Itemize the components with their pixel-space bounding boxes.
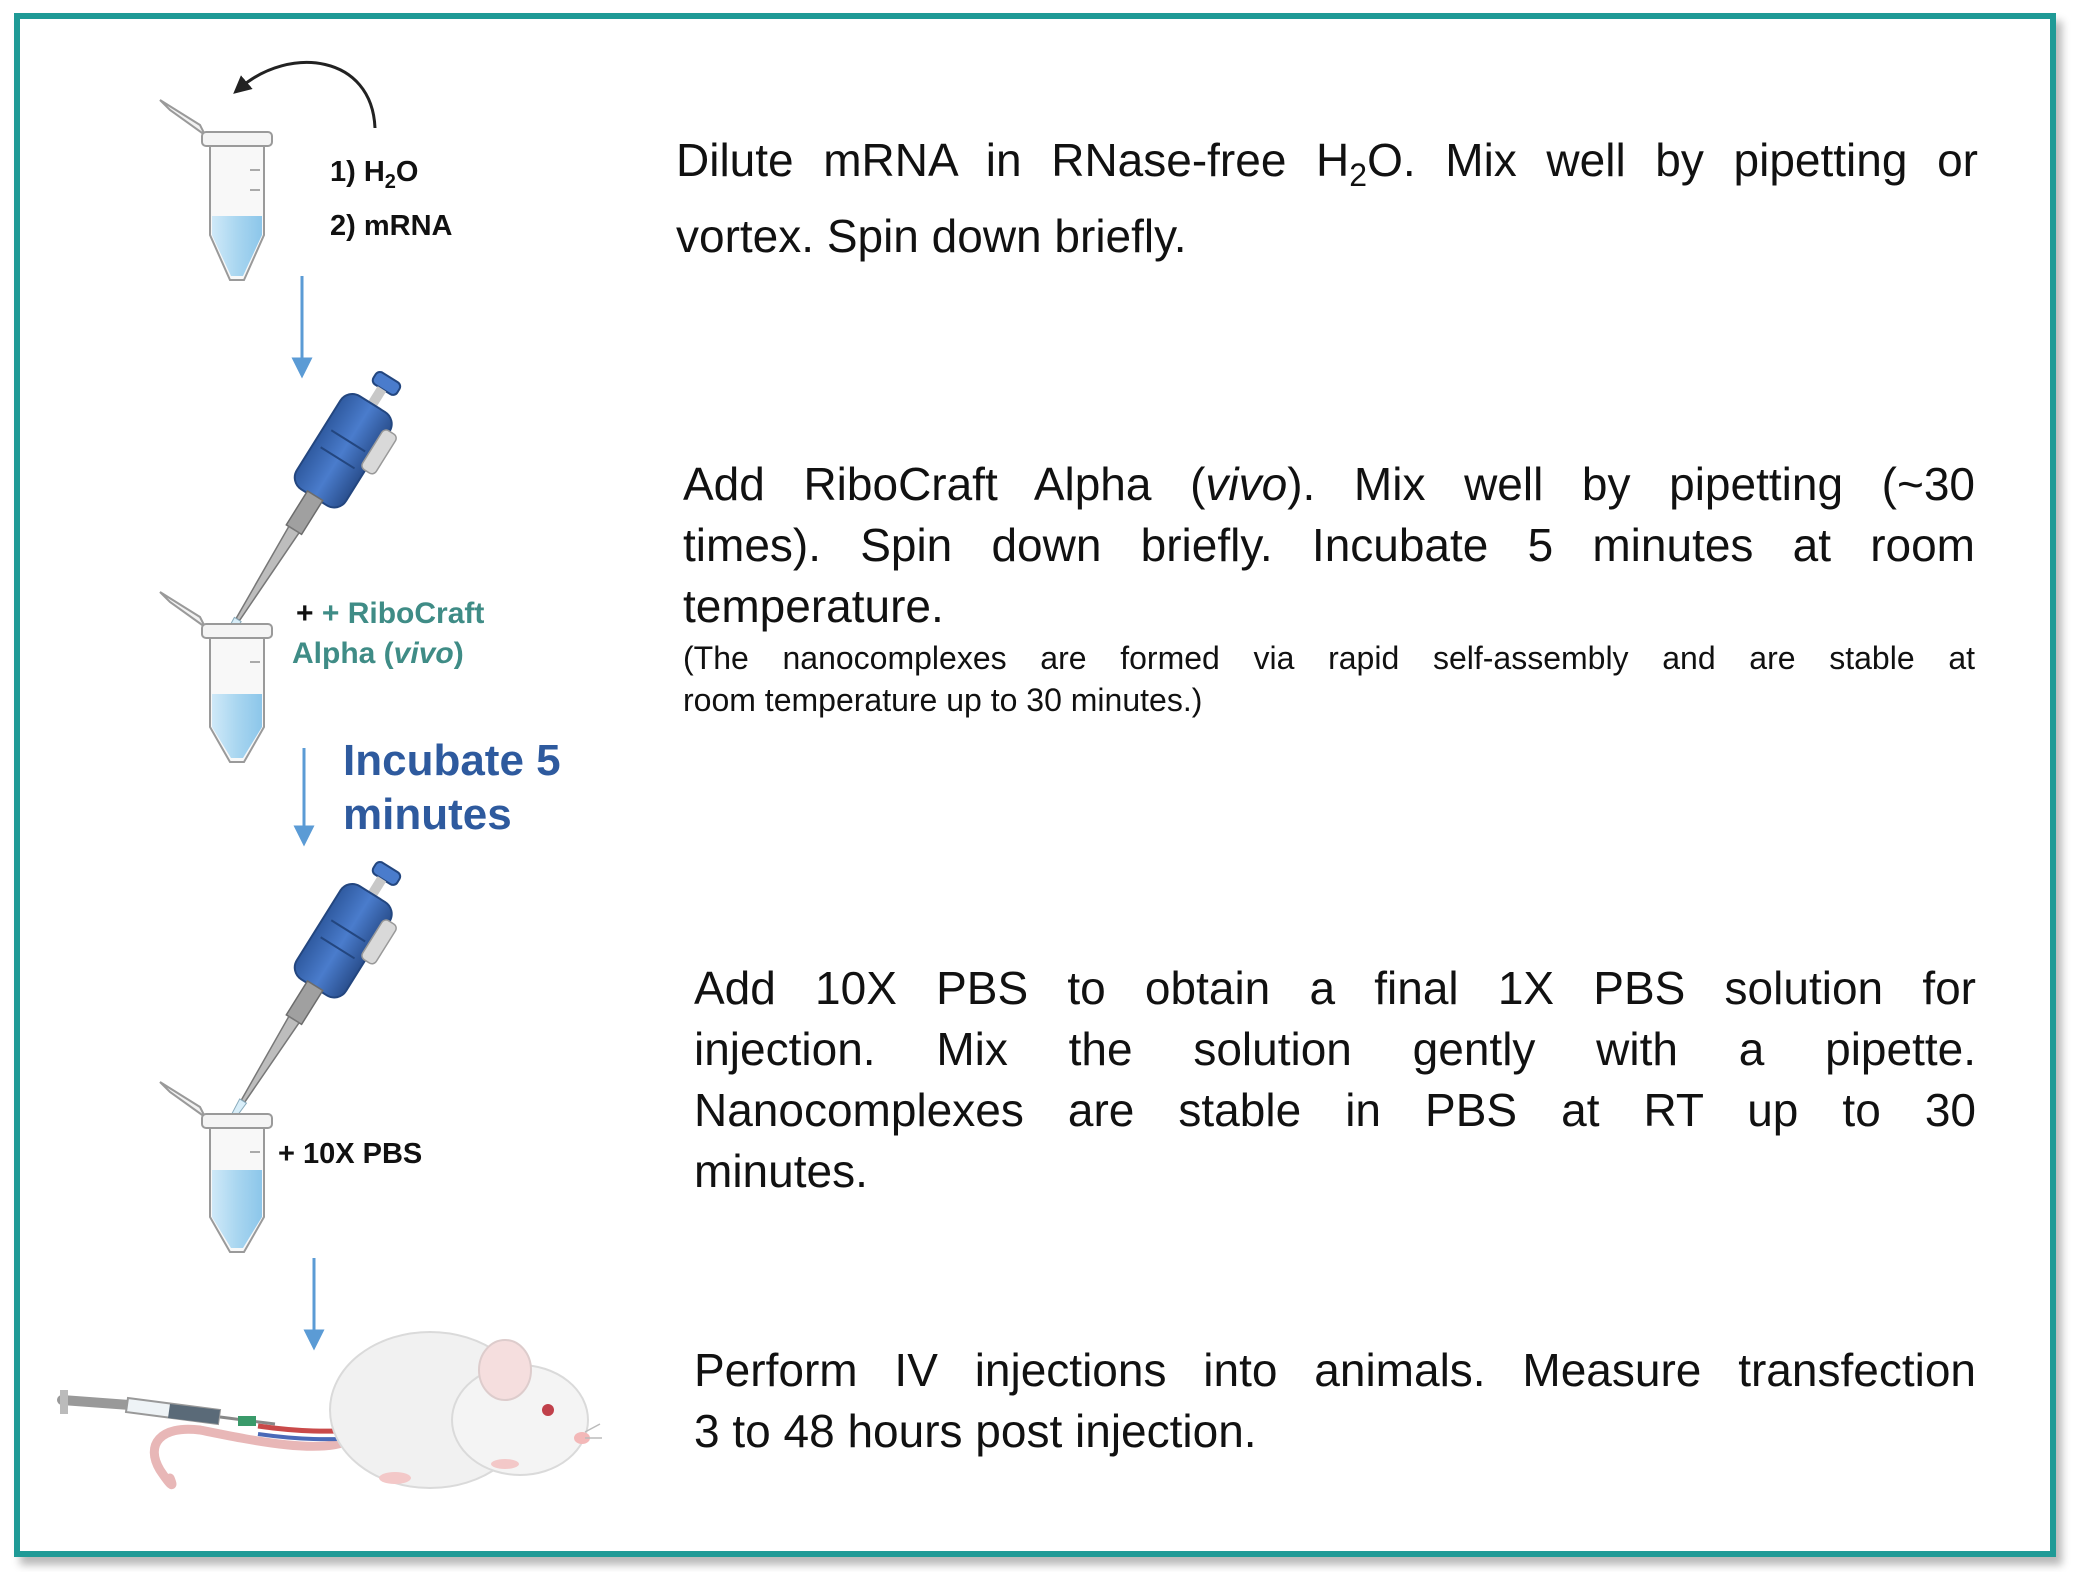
step4-line2: 3 to 48 hours post injection. <box>694 1405 1257 1457</box>
mouse-icon <box>154 1332 602 1488</box>
curved-arrow-icon <box>240 62 375 128</box>
step2-line2: times). Spin down briefly. Incubate 5 minutes at room <box>683 519 1975 571</box>
step4-text <box>694 1340 1976 1462</box>
tube-icon <box>160 1082 272 1252</box>
tube-icon <box>160 100 272 280</box>
step1-text <box>676 130 1978 267</box>
pbs-label: + 10X PBS <box>278 1138 423 1170</box>
step2-text <box>683 454 1975 721</box>
step3-text <box>694 958 1976 1202</box>
mrna-label: 2) mRNA <box>330 209 453 242</box>
step1-tube-labels <box>330 150 452 248</box>
step2-note-line2: room temperature up to 30 minutes.) <box>683 682 1203 718</box>
step1-line1: Dilute mRNA in RNase-free $H_2O$. Mix well by pipetting or <box>676 134 1978 194</box>
syringe-icon <box>60 1390 275 1426</box>
incubate-label: Incubate 5 minutes <box>343 736 561 839</box>
step1-line2: vortex. Spin down briefly. <box>676 210 1187 263</box>
water-label: 1) $H_2O$ <box>330 156 419 193</box>
step3-line4: minutes. <box>694 1145 868 1197</box>
pipette-icon <box>197 852 422 1156</box>
ribocraft-label: + + RiboCraft Alpha (vivo) <box>292 597 485 670</box>
step2-line3: temperature. <box>683 580 944 632</box>
step2-line1: Add RiboCraft Alpha (vivo). Mix well by pipetting (~30 <box>683 458 1975 510</box>
step3-line1: Add 10X PBS to obtain a final 1X PBS solution for <box>694 962 1976 1014</box>
tube-icon <box>160 592 272 762</box>
step2-note-line1: (The nanocomplexes are formed via rapid self-assembly and are stable at <box>683 640 1975 676</box>
step3-line3: Nanocomplexes are stable in PBS at RT up to 30 <box>694 1084 1976 1136</box>
step4-line1: Perform IV injections into animals. Measure transfection <box>694 1344 1976 1396</box>
step3-line2: injection. Mix the solution gently with a pipette. <box>694 1023 1976 1075</box>
